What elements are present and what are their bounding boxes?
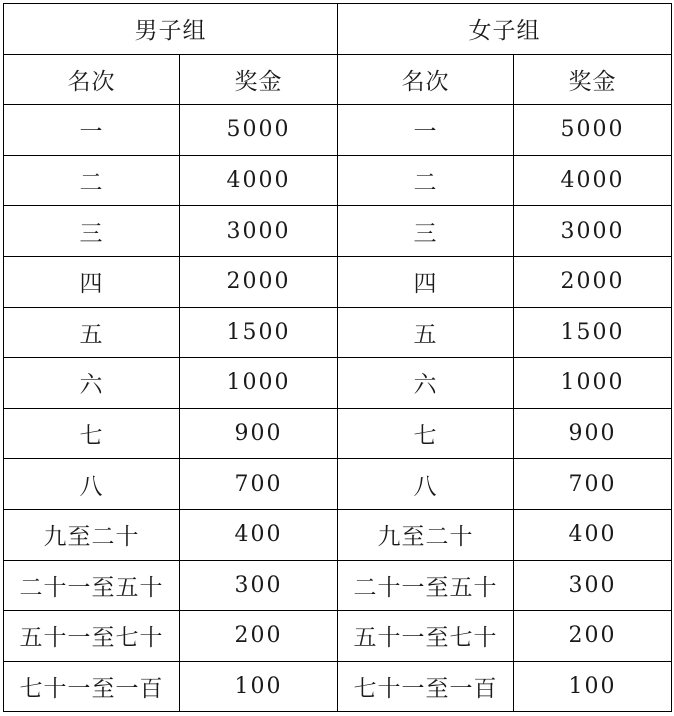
women-prize-cell: 1000: [514, 358, 672, 409]
men-group-header: 男子组: [4, 4, 338, 55]
men-rank-cell: 四: [4, 256, 180, 307]
women-prize-cell: 300: [514, 560, 672, 611]
men-rank-header: 名次: [4, 54, 180, 105]
women-prize-cell: 3000: [514, 206, 672, 257]
women-rank-cell: 六: [338, 358, 514, 409]
men-prize-cell: 400: [180, 509, 338, 560]
table-body: [4, 4, 672, 712]
men-rank-cell: 六: [4, 358, 180, 409]
men-prize-cell: 200: [180, 611, 338, 662]
women-rank-cell: 八: [338, 459, 514, 510]
women-rank-cell: 二: [338, 155, 514, 206]
women-rank-cell: 四: [338, 256, 514, 307]
men-prize-cell: 900: [180, 408, 338, 459]
table-row: [4, 611, 672, 662]
women-prize-cell: 1500: [514, 307, 672, 358]
table-row: [4, 459, 672, 510]
men-prize-cell: 4000: [180, 155, 338, 206]
men-prize-cell: 2000: [180, 256, 338, 307]
men-prize-cell: 700: [180, 459, 338, 510]
women-rank-cell: 九至二十: [338, 509, 514, 560]
men-prize-cell: 300: [180, 560, 338, 611]
men-prize-cell: 100: [180, 661, 338, 712]
women-prize-cell: 700: [514, 459, 672, 510]
women-prize-header: 奖金: [514, 54, 672, 105]
table-row: [4, 358, 672, 409]
table-row: [4, 256, 672, 307]
men-rank-cell: 五十一至七十: [4, 611, 180, 662]
column-header-row: [4, 54, 672, 105]
table-row: [4, 509, 672, 560]
women-rank-header: 名次: [338, 54, 514, 105]
women-rank-cell: 一: [338, 105, 514, 156]
women-prize-cell: 2000: [514, 256, 672, 307]
women-prize-cell: 400: [514, 509, 672, 560]
men-rank-cell: 二: [4, 155, 180, 206]
men-rank-cell: 五: [4, 307, 180, 358]
men-prize-cell: 5000: [180, 105, 338, 156]
women-prize-cell: 200: [514, 611, 672, 662]
men-prize-cell: 1500: [180, 307, 338, 358]
men-rank-cell: 一: [4, 105, 180, 156]
women-rank-cell: 三: [338, 206, 514, 257]
table-row: [4, 661, 672, 712]
table-row: [4, 155, 672, 206]
men-prize-cell: 1000: [180, 358, 338, 409]
table-row: [4, 307, 672, 358]
men-rank-cell: 九至二十: [4, 509, 180, 560]
women-rank-cell: 五十一至七十: [338, 611, 514, 662]
men-rank-cell: 三: [4, 206, 180, 257]
women-rank-cell: 七十一至一百: [338, 661, 514, 712]
women-prize-cell: 900: [514, 408, 672, 459]
men-rank-cell: 七十一至一百: [4, 661, 180, 712]
group-header-row: [4, 4, 672, 55]
women-group-header: 女子组: [338, 4, 672, 55]
men-rank-cell: 七: [4, 408, 180, 459]
men-rank-cell: 二十一至五十: [4, 560, 180, 611]
women-rank-cell: 七: [338, 408, 514, 459]
men-prize-header: 奖金: [180, 54, 338, 105]
women-prize-cell: 100: [514, 661, 672, 712]
table-row: [4, 105, 672, 156]
table-row: [4, 560, 672, 611]
women-rank-cell: 五: [338, 307, 514, 358]
women-rank-cell: 二十一至五十: [338, 560, 514, 611]
women-prize-cell: 5000: [514, 105, 672, 156]
men-prize-cell: 3000: [180, 206, 338, 257]
men-rank-cell: 八: [4, 459, 180, 510]
table-row: [4, 408, 672, 459]
women-prize-cell: 4000: [514, 155, 672, 206]
table-row: [4, 206, 672, 257]
prize-table: [3, 3, 672, 712]
